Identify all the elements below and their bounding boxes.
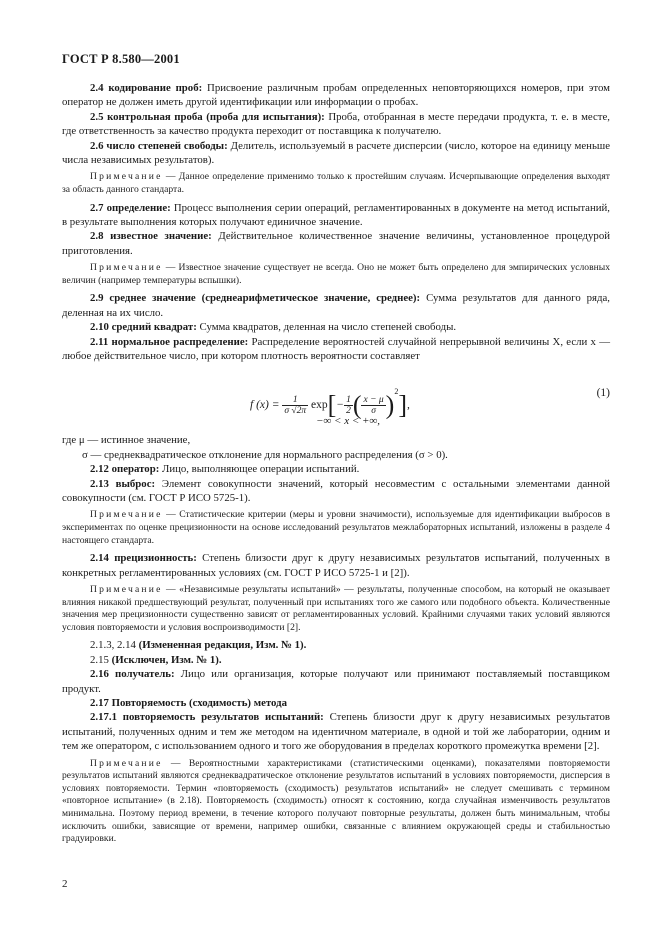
note-1 xyxy=(62,171,610,196)
note-text: — Известное значение существует не всегда. Оно не может быть определено для эмпирических условных величин (например температуры вспышки). xyxy=(62,262,610,286)
definition: Распределение вероятностей случайной непрерывной величины X, если x — любое действительное число, при котором плотность вероятности составляет xyxy=(62,335,610,363)
formula-expression: f (x) = $\frac{1}{\sigma √2\pi}$ exp[− $\frac{1}{2}$ ( $\frac{x - \mu}{\sigma}$ )$^2$], xyxy=(250,387,410,420)
bracket-open: [ xyxy=(327,390,337,420)
formula-range: −∞ < x < +∞, xyxy=(316,415,381,428)
note-text: — Вероятностными характеристиками (статистическими оценками), показателями повторяемости результатов испытаний являются среднеквадратическое отклонение результатов испытаний в условиях повторяемости, дисперсия в условиях повторяемости. Термин «повторяемость (сходимость) результатов испытаний» не следует смешивать с термином «повторное испытание» (в 2.18). Повторяемость (сходимость) относят к состоянию, когда случайная изменчивость результатов минимальна. Поэтому период времени, в течение которого получают повторные результаты, должен быть минимальным, чтобы исключить ошибки, зависящие от времени, например ошибки, связанные с влиянием окружающей среды и стабильностью градуировки. xyxy=(62,757,610,845)
exp-label: exp xyxy=(311,399,328,412)
definition: Степень близости друг к другу независимых результатов испытаний, полученных одним и тем же методом на идентичном материале, в одной и той же лаборатории, одним и тем же оператором, с использованием одного и того же оборудования в пределах короткого промежутка времени [2]. xyxy=(62,711,610,753)
document-page xyxy=(62,52,610,850)
definition: Действительное количественное значение величины, установленное процедурой приготовления. xyxy=(62,230,610,257)
note-3 xyxy=(62,509,610,547)
power: 2 xyxy=(394,387,399,397)
note-label: Примечание xyxy=(90,171,163,183)
clause-2-10 xyxy=(62,320,610,334)
clause-2-17-1 xyxy=(62,710,610,753)
definition: Лицо или организация, которые получают или принимают поставляемый поставщиком продукт. xyxy=(62,668,610,695)
term: 2.17.1 повторяемость результатов испытаний: xyxy=(90,711,324,724)
formula-lhs: f (x) = xyxy=(250,399,280,412)
definition: Элемент совокупности значений, который несовместим с остальными элементами данной совокупности (см. ГОСТ Р ИСО 5725-1). xyxy=(62,477,611,505)
clause-2-12 xyxy=(62,462,610,476)
clause-2-5 xyxy=(62,110,610,139)
where-block xyxy=(62,433,610,462)
page-number: 2 xyxy=(62,878,68,890)
note-text: — Статистические критерии (меры и уровни значимости), используемые для идентификации выбросов в экспериментах по оценке прецизионности на основе исследований результатов межлабораторных испытаний, изложены в разделе 4 настоящего стандарта. xyxy=(62,509,610,546)
note-text: — Данное определение применимо только к простейшим случаям. Исчерпывающие определения выходят за область данного стандарта. xyxy=(62,171,610,196)
section-2-17-heading: 2.17 Повторяемость (сходимость) метода xyxy=(90,697,287,710)
term: 2.10 средний квадрат: xyxy=(90,321,197,334)
definition: Сумма результатов для данного ряда, деленная на их число. xyxy=(62,292,611,319)
definition: Степень близости друг к другу независимых результатов испытаний, полученных в конкретных регламентированных условиях (см. ГОСТ Р ИСО 5725-1 и [2]). xyxy=(62,552,610,579)
term: 2.4 кодирование проб: xyxy=(90,82,203,94)
definition: Лицо, выполняющее операции испытаний. xyxy=(159,463,360,476)
note-2 xyxy=(62,262,610,287)
fraction: $\frac{x - \mu}{\sigma}$ xyxy=(363,395,384,417)
note-label: Примечание xyxy=(90,584,163,596)
term: 2.13 выброс: xyxy=(90,477,156,490)
clause-2-4 xyxy=(62,81,610,110)
term: 2.7 определение: xyxy=(90,201,171,214)
document-header: ГОСТ Р 8.580—2001 xyxy=(62,52,180,66)
note-text: — «Независимые результаты испытаний» — результаты, полученные способом, на который не оказывает влияния никакой предшествующий результат, полученный при испытаниях того же самого или подобного объекта. Количественные значения мер прецизионности существенно зависят от регламентированных условий. Крайними случаями таких условий являются условия повторяемости и условия воспроизводимости [2]. xyxy=(62,584,610,633)
term: 2.9 среднее значение (среднеарифметическое значение, среднее): xyxy=(90,292,421,305)
clause-2-8 xyxy=(62,229,610,258)
definition: Присвоение различным пробам определенных неповторяющихся номеров, при этом оператор не должен иметь другой идентификации или информации о пробах. xyxy=(62,82,610,109)
clause-2-7 xyxy=(62,201,610,230)
term: 2.11 нормальное распределение: xyxy=(90,335,249,348)
note-label: Примечание xyxy=(90,509,163,521)
term: 2.5 контрольная проба (проба для испытания): xyxy=(90,110,325,123)
where-mu: где μ — истинное значение, xyxy=(62,434,191,447)
term: 2.16 получатель: xyxy=(90,668,175,681)
clause-2-14 xyxy=(62,551,610,580)
note-label: Примечание xyxy=(90,757,163,769)
term: 2.12 оператор: xyxy=(90,463,160,476)
formula-number: (1) xyxy=(596,387,610,400)
clause-2-15: 2.15 (Исключен, Изм. № 1). xyxy=(90,653,222,666)
term: 2.8 известное значение: xyxy=(90,230,212,243)
bracket-close: ] xyxy=(398,390,407,420)
definition: Проба, отобранная в месте передачи продукта, т. е. в месте, где ответственность за качество продукта переходит от поставщика к получателю. xyxy=(62,110,610,138)
clause-2-13 xyxy=(62,477,610,506)
clause-2-9 xyxy=(62,291,610,320)
term: 2.14 прецизионность: xyxy=(90,552,197,565)
definition: Процесс выполнения серии операций, регламентированных в документе на метод испытаний, в результате выполнения которых получают единичное значение. xyxy=(62,201,610,229)
definition: Делитель, используемый в расчете дисперсии (число, которое на единицу меньше числа независимых результатов). xyxy=(62,139,610,167)
note-5 xyxy=(62,758,610,846)
paren-close: ) xyxy=(385,390,395,420)
clause-2-16 xyxy=(62,667,610,696)
formula-1 xyxy=(62,367,610,433)
note-4 xyxy=(62,584,610,634)
paren-open: ( xyxy=(352,390,362,420)
definition: Сумма квадратов, деленная на число степеней свободы. xyxy=(196,321,457,334)
clause-2-11 xyxy=(62,335,610,364)
where-sigma: σ — среднеквадратическое отклонение для нормального распределения (σ > 0). xyxy=(82,448,448,461)
fraction: $\frac{1}{2}$ xyxy=(346,395,351,417)
term: 2.6 число степеней свободы: xyxy=(90,139,228,152)
amendment-2-1-3: 2.1.3, 2.14 (Измененная редакция, Изм. № 1). xyxy=(90,639,307,652)
fraction: $\frac{1}{\sigma √2\pi}$ xyxy=(284,395,307,417)
note-label: Примечание xyxy=(90,262,163,274)
clause-2-6 xyxy=(62,139,610,168)
